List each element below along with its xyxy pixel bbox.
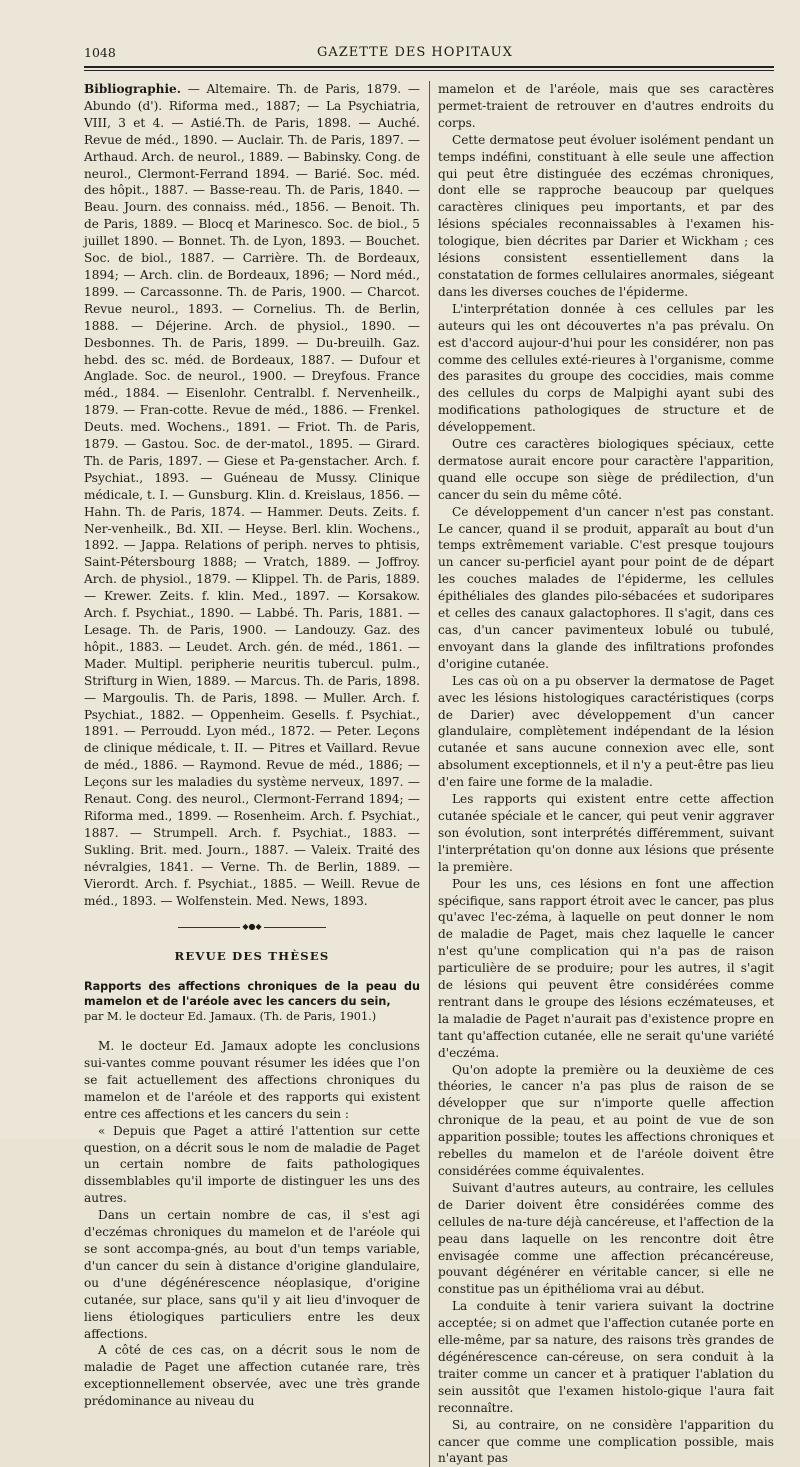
running-title: GAZETTE DES HOPITAUX <box>316 45 513 60</box>
right-column <box>438 81 774 1467</box>
bibliography <box>84 81 420 909</box>
paragraph: Outre ces caractères biologiques spéciaux, cette dermatose aurait encore pour caractère l'apparition, quand elle occupe son siège de prédilection, d'un cancer du sein du même côté. <box>438 437 774 502</box>
paragraph: M. le docteur Ed. Jamaux adopte les conclusions sui-vantes comme pouvant résumer les idées que l'on se fait actuellement des affections chroniques du mamelon et de l'aréole et des rapports qui existent entre ces affections et les cancers du sein : <box>84 1039 420 1121</box>
paragraph: A côté de ces cas, on a décrit sous le nom de maladie de Paget une affection cutanée rare, très exceptionnellement observée, avec une très grande prédominance au niveau du <box>84 1343 420 1409</box>
paragraph: Pour les uns, ces lésions en font une affection spécifique, sans rapport étroit avec le cancer, pas plus qu'avec l'ec-zéma, à laquelle on peut donner le nom de maladie de Paget, mais chez laquelle le cancer n'est qu'une complication qui n'a pas de raison particulière de se produire; pour les autres, il s'agit de lésions qui peuvent être considérées comme rentrant dans le groupe des lésions eczémateuses, et la maladie de Paget n'aurait pas d'existence propre en tant qu'affection cutanée, elle ne serait qu'une variété d'eczéma. <box>438 876 774 1060</box>
paragraph: Les cas où on a pu observer la dermatose de Paget avec les lésions histologiques caractéristiques (corps de Darier) avec développement d'un cancer glandulaire, complètement indépendant de la lésion cutanée et sans aucune connexion avec elle, sont absolument exceptionnels, et il n'y a peut-être pas lieu d'en faire une forme de la maladie. <box>438 673 774 790</box>
section-title: REVUE DES THÈSES <box>174 949 330 964</box>
paragraph: Qu'on adopte la première ou la deuxième de ces théories, le cancer n'a pas plus de raison de se développer que sur n'importe quelle affection chronique de la peau, et au point de vue de son apparition possible; toutes les affections chroniques et rebelles du mamelon et de l'aréole doivent être considérées comme équivalentes. <box>438 1062 774 1178</box>
page-header <box>84 30 774 60</box>
article-byline: par M. le docteur Ed. Jamaux. (Th. de Paris, 1901.) <box>84 1010 377 1024</box>
page-number: 1048 <box>84 45 116 60</box>
article-title: Rapports des affections chroniques de la peau du mamelon et de l'aréole avec les cancers du sein, <box>84 980 420 1009</box>
header-rule-thin <box>84 70 774 71</box>
paragraph: Suivant d'autres auteurs, au contraire, les cellules de Darier doivent être considérées comme des cellules de na-ture déjà cancéreuse, et l'affection de la peau dans laquelle on les rencontre doit être envisagée comme une affection précancéreuse, pouvant dégénérer en véritable cancer, si elle ne constitue pas un épithélioma vrai au début. <box>438 1180 774 1297</box>
paragraph: Si, au contraire, on ne considère l'apparition du cancer que comme une complication possible, mais n'ayant pas <box>438 1417 774 1466</box>
paragraph: mamelon et de l'aréole, mais que ses caractères permet-traient de retrouver en d'autres endroits du corps. <box>438 82 774 130</box>
paragraph: La conduite à tenir variera suivant la doctrine acceptée; si on admet que l'affection cutanée porte en elle-même, par sa nature, des raisons très grandes de dégénérescence can-céreuse, on sera conduit à la traiter comme un cancer et à pratiquer l'ablation du sein aussitôt que l'examen histolo-gique l'aura fait reconnaître. <box>438 1299 774 1415</box>
paragraph: Cette dermatose peut évoluer isolément pendant un temps indéfini, constituant à elle seule une affection qui peut être distinguée des eczémas chroniques, dont elle se rapproche beaucoup par quelques caractères cliniques peu importants, et par des lésions spéciales reconnaissables à l'examen his-tologique, bien décrites par Darier et Wickham ; ces lésions consistent essentiellement dans la constatation de formes cellulaires anormales, siégeant dans les diverses couches de l'épiderme. <box>438 132 774 299</box>
paragraph: « Depuis que Paget a attiré l'attention sur cette question, on a décrit sous le nom de maladie de Paget un certain nombre de faits pathologiques dissemblables qu'il importe de distinguer les uns des autres. <box>84 1123 420 1206</box>
paragraph: Dans un certain nombre de cas, il s'est agi d'eczémas chroniques du mamelon et de l'aréole qui se sont accompa-gnés, au bout d'un temps variable, d'un cancer du sein à distance d'origine glandulaire, ou d'une dégénérescence néoplasique, d'origine cutanée, sur place, sans qu'il y ait lieu d'invoquer de liens étiologiques particuliers entre les deux affections. <box>84 1208 420 1341</box>
paragraph: L'interprétation donnée à ces cellules par les auteurs qui les ont découvertes n'a pas prévalu. On est d'accord aujour-d'hui pour les considérer, non pas comme des cellules exté-rieures à l'organisme, comme des parasites du groupe des coccidies, mais comme des cellules du corps de Malpighi ayant subi des modifications pathologiques de structure et de développement. <box>438 301 774 435</box>
bibliography-heading: Bibliographie. <box>84 82 181 96</box>
two-column-body <box>84 81 774 1467</box>
ornament-divider: ◆●◆ <box>84 919 420 936</box>
column-divider <box>429 81 430 1467</box>
header-rule <box>84 66 774 68</box>
paragraph: Les rapports qui existent entre cette affection cutanée spéciale et le cancer, qui peut venir aggraver son évolution, sont interprétés différemment, suivant l'interprétation qu'on donne aux lésions que présente la première. <box>438 792 774 874</box>
bibliography-text: — Altemaire. Th. de Paris, 1879. — Abundo (d'). Riforma med., 1887; — La Psychiatria, VIII, 3 et 4. — Astié.Th. de Paris, 1898. — Auché. Revue de méd., 1890. — Auclair. Th. de Paris, 1897. — Arthaud. Arch. de neurol., 1889. — Babinsky. Cong. de neurol., Clermont-Ferrand 1894. — Barié. Soc. méd. des hôpit., 1887. — Basse-reau. Th. de Paris, 1840. — Beau. Journ. des connaiss. méd., 1856. — Benoit. Th. de Paris, 1889. — Blocq et Marinesco. Soc. de biol., 5 juillet 1890. — Bonnet. Th. de Lyon, 1893. — Bouchet. Soc. de biol., 1887. — Carrière. Th. de Bordeaux, 1894; — Arch. clin. de Bordeaux, 1896; — Nord méd., 1899. — Carcassonne. Th. de Paris, 1900. — Charcot. Revue neurol., 1893. — Cornelius. Th. de Berlin, 1888. — Déjerine. Arch. de physiol., 1890. — Desbonnes. Th. de Paris, 1899. — Du-breuilh. Gaz. hebd. des sc. méd. de Bordeaux, 1887. — Dufour et Anglade. Soc. de neurol., 1900. — Dreyfous. France méd., 1884. — Eisenlohr. Centralbl. f. Nervenheilk., 1879. — Fran-cotte. Revue de méd., 1886. — Frenkel. Deuts. med. Wochens., 1891. — Friot. Th. de Paris, 1879. — Gastou. Soc. de der-matol., 1895. — Girard. Th. de Paris, 1897. — Giese et Pa-genstacher. Arch. f. Psychiat., 1893. — Guéneau de Mussy. Clinique médicale, t. I. — Gunsburg. Klin. d. Kreislaus, 1856. — Hahn. Th. de Paris, 1874. — Hammer. Deuts. Zeits. f. Ner-venheilk., Bd. XII. — Heyse. Berl. klin. Wochens., 1892. — Jappa. Relations of periph. nerves to phtisis, Saint-Pétersbourg 1888; — Vratch, 1889. — Joffroy. Arch. de physiol., 1879. — Klippel. Th. de Paris, 1889. — Krewer. Zeits. f. klin. Med., 1897. — Korsakow. Arch. f. Psychiat., 1890. — Labbé. Th. Paris, 1881. — Lesage. Th. de Paris, 1900. — Landouzy. Gaz. des hôpit., 1883. — Leudet. Arch. gén. de méd., 1861. — Mader. Multipl. peripherie neuritis tubercul. pulm., Strifturg in Wien, 1889. — Marcus. Th. de Paris, 1898. — Margoulis. Th. de Paris, 1898. — Muller. Arch. f. Psychiat., 1882. — Oppenheim. Gesells. f. Psychiat., 1891. — Perroudd. Lyon méd., 1872. — Peter. Leçons de clinique médicale, t. II. — Pitres et Vaillard. Revue de méd., 1886. — Raymond. Revue de méd., 1886; — Leçons sur les maladies du système nerveux, 1897. — Renaut. Cong. des neurol., Clermont-Ferrand 1894; — Riforma med., 1899. — Rosenheim. Arch. f. Psychiat., 1887. — Strumpell. Arch. f. Psychiat., 1883. — Sukling. Brit. med. Journ., 1887. — Valeix. Traité des névralgies, 1841. — Verne. Th. de Berlin, 1889. — Vierordt. Arch. f. Psychiat., 1885. — Weill. Revue de méd., 1893. — Wolfenstein. Med. News, 1893. <box>84 82 420 908</box>
left-column <box>84 81 420 1467</box>
paragraph: Ce développement d'un cancer n'est pas constant. Le cancer, quand il se produit, apparaît au bout d'un temps extrêmement variable. C'est presque toujours un cancer su-perficiel ayant pour point de de départ les couches malades de l'épiderme, les cellules épithéliales des glandes pilo-sébacées et sudoripares et celles des canaux galactophores. Il s'agit, dans ces cas, d'un cancer pavimenteux lobulé ou tubulé, envoyant dans la glande des infiltrations profondes d'origine cutanée. <box>438 504 774 671</box>
